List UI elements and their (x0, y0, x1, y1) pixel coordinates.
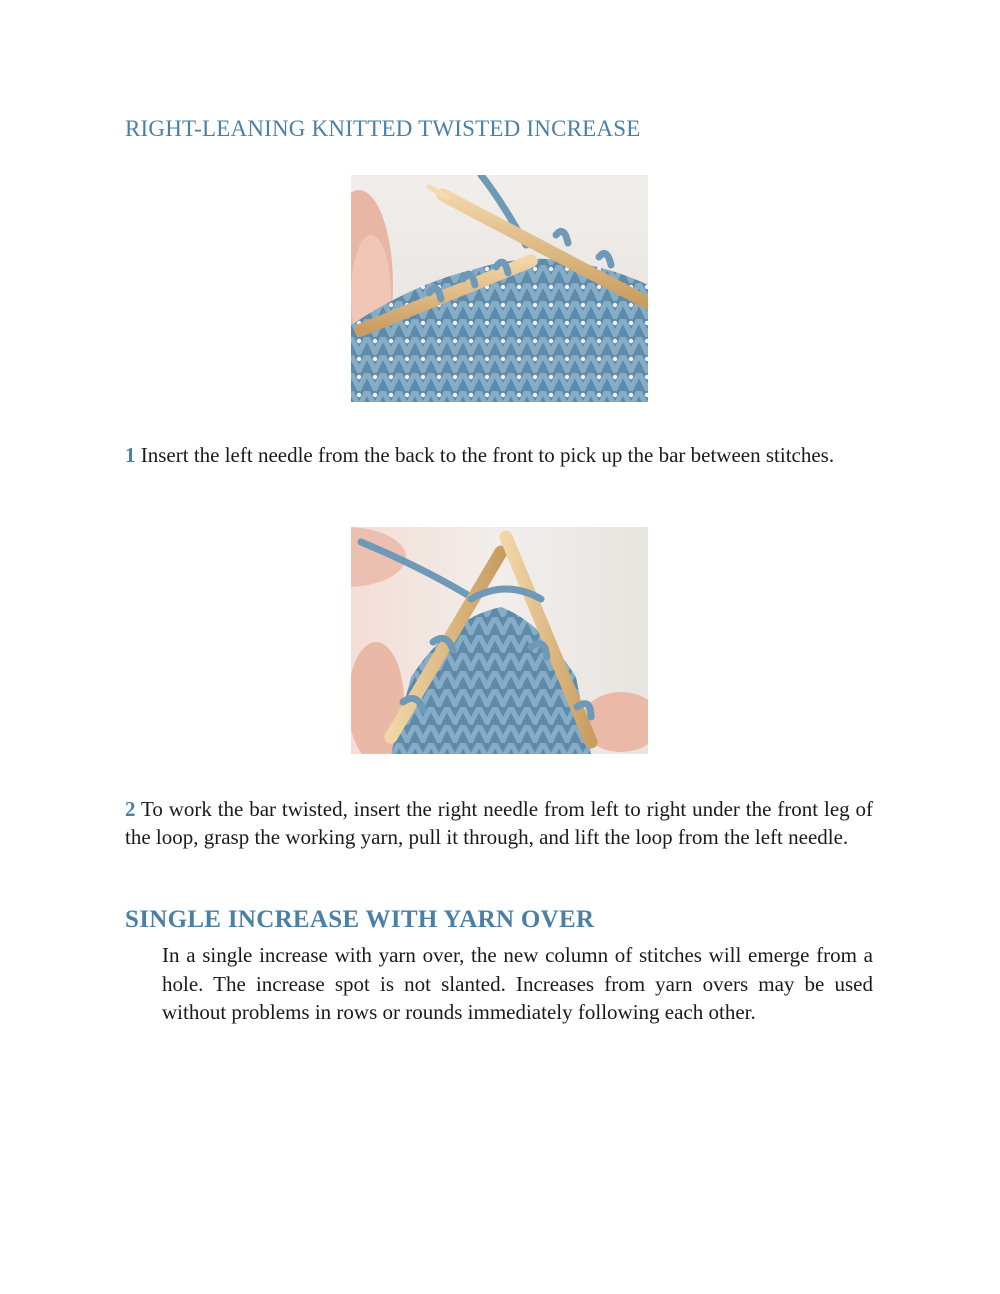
knitting-illustration-1 (351, 175, 648, 402)
subsection-body: In a single increase with yarn over, the new column of stitches will emerge from a hole. The increase spot is not slanted. Increases from yarn overs may be used without problems in rows or rounds immediately following each other. (162, 943, 873, 1024)
step-2 (125, 795, 873, 851)
subsection-title: SINGLE INCREASE WITH YARN OVER (125, 906, 595, 933)
section-title: RIGHT-LEANING KNITTED TWISTED INCREASE (125, 116, 641, 141)
step-2-photo (351, 527, 648, 754)
step-1-photo (351, 175, 648, 402)
step-1-number: 1 (125, 443, 136, 467)
step-2-text: To work the bar twisted, insert the right needle from left to right under the front leg of the loop, grasp the working yarn, pull it through, and lift the loop from the left needle. (125, 797, 873, 849)
step-1 (125, 441, 873, 469)
knitting-illustration-2 (351, 527, 648, 754)
step-2-number: 2 (125, 797, 136, 821)
step-1-text: Insert the left needle from the back to the front to pick up the bar between stitches. (140, 443, 835, 467)
